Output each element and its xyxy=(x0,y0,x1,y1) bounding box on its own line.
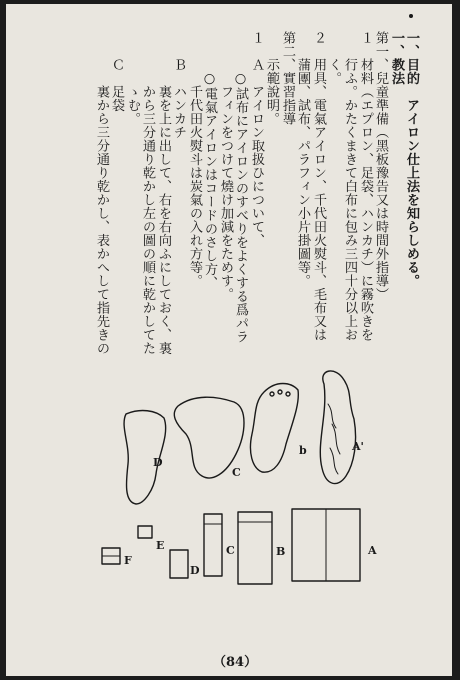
handkerchief-step-c xyxy=(204,514,222,576)
ink-dot xyxy=(409,14,413,18)
figure-label-d2: D xyxy=(190,564,200,577)
handkerchief-step-f xyxy=(102,548,120,564)
figure-label-f: F xyxy=(124,554,132,567)
text-column: ○試布にアイロンのすべりをよくする爲パラ xyxy=(233,31,248,344)
figure-label-d1: D xyxy=(153,456,163,469)
text-column: く。 xyxy=(326,31,341,85)
tabi-a-drawing xyxy=(320,371,355,484)
text-column: 第二、實習指導 xyxy=(280,31,295,126)
text-column: Ｃ 足袋 xyxy=(109,31,124,112)
text-column: から三分通り乾かし左の圖の順に乾かしてた xyxy=(140,31,155,355)
handkerchief-step-a xyxy=(292,509,360,581)
text-column: フィンをつけて燒け加減をためす。 xyxy=(218,31,233,301)
text-column: ２ 用具、電氣アイロン、千代田火熨斗、毛布又は xyxy=(311,31,326,342)
book-page xyxy=(6,4,452,676)
figure-label-a1: A' xyxy=(352,440,364,453)
text-column: 一、教法 xyxy=(389,31,404,85)
page-number: （84） xyxy=(213,655,258,670)
handkerchief-step-b xyxy=(238,512,272,584)
text-column: ゝむ。 xyxy=(125,31,140,126)
figure-label-c1: C xyxy=(232,466,241,479)
figure-label-e: E xyxy=(156,539,165,552)
figure-label-b2: B xyxy=(276,545,286,558)
figure-label-c2: C xyxy=(226,544,235,557)
text-column: 一、目的 アイロン仕上法を知らしめる。 xyxy=(404,31,419,288)
text-column: 裏から三分通り乾かし、表かへして指先きの xyxy=(94,31,109,355)
figure-label-b1: b xyxy=(299,444,307,457)
text-column: 千代田火熨斗は炭氣の入れ方等。 xyxy=(187,31,202,288)
text-column: １ Ａ アイロン取扱ひについて、 xyxy=(249,31,264,247)
text-column: 行ふ。かたくまきて白布に包み三四十分以上お xyxy=(342,31,357,342)
text-column: 示範說明。 xyxy=(264,31,279,126)
text-column: 裏を上に出して、右を右向ふにしておく、裏 xyxy=(156,31,171,355)
figure-label-a2: A xyxy=(368,544,377,557)
text-column: ○電氣アイロンはコードのさし方、 xyxy=(202,31,217,290)
handkerchief-step-d xyxy=(170,550,188,578)
text-column: 蒲團、試布、パラフィン小片掛圖等。 xyxy=(295,31,310,288)
handkerchief-step-e xyxy=(138,526,152,538)
text-column: Ｂ ハンカチ xyxy=(171,31,186,139)
text-column: １ 材料（エプロン、足袋、ハンカチ）に霧吹きを xyxy=(358,31,373,342)
tabi-b-drawing xyxy=(250,384,298,473)
text-column: 第一、兒童準備（黑板豫告又は時間外指導） xyxy=(373,31,388,301)
